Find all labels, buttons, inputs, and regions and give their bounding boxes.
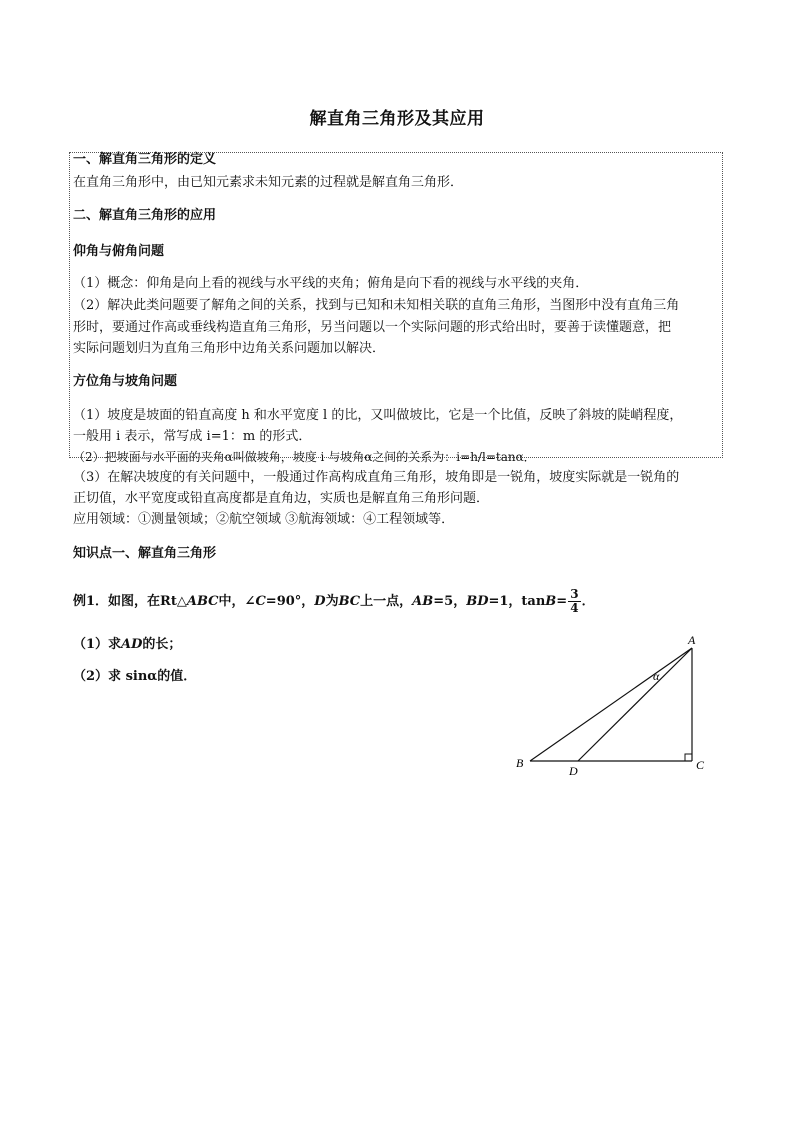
sub2-heading: 方位角与坡角问题 — [73, 374, 178, 389]
label-d: D — [569, 764, 578, 778]
sub1-p2-line1: （2）解决此类问题要了解角之间的关系，找到与已知和未知相关联的直角三角形，当图形中没有直角三角 — [73, 298, 680, 313]
right-angle-mark — [685, 754, 692, 761]
fraction-three-fourths: $\frac{3}{4}$ — [570, 587, 579, 615]
sub1-p1: （1）概念：仰角是向上看的视线与水平线的夹角；俯角是向下看的视线与水平线的夹角． — [73, 276, 589, 291]
example-statement: 例1．如图，在Rt△ABC中，∠C=90°，D为BC上一点，AB=5，BD=1，tanB= $\frac{3}{4}$ ． — [73, 587, 595, 615]
sub1-heading: 仰角与俯角问题 — [73, 244, 165, 259]
triangle-figure — [510, 630, 730, 790]
sub2-p3-line1: （3）在解决坡度的有关问题中，一般通过作高构成直角三角形，坡角即是一锐角，坡度实际就是一锐角的 — [73, 470, 680, 485]
sub2-p2: （2）把坡面与水平面的夹角α叫做坡角，坡度 i 与坡角α之间的关系为：i=h/l=tanα． — [73, 450, 536, 464]
sub1-p2-line2: 形时，要通过作高或垂线构造直角三角形，另当问题以一个实际问题的形式给出时，要善于读懂题意，把 — [73, 320, 672, 335]
knowledge-heading: 知识点一、解直角三角形 — [73, 546, 217, 561]
label-b: B — [516, 756, 524, 770]
question-2: （2）求 sinα的值． — [73, 669, 197, 684]
side-ab — [530, 648, 692, 761]
section1-text: 在直角三角形中，由已知元素求未知元素的过程就是解直角三角形． — [73, 175, 464, 190]
label-c: C — [696, 758, 705, 772]
segment-ad — [578, 648, 692, 761]
sub1-p2-line3: 实际问题划归为直角三角形中边角关系问题加以解决． — [73, 341, 386, 356]
sub2-p3-line2: 正切值，水平宽度或铅直高度都是直角边，实质也是解直角三角形问题． — [73, 491, 490, 506]
label-alpha: α — [653, 669, 660, 683]
sub2-p1-line2: 一般用 i 表示，常写成 i=1：m 的形式． — [73, 429, 312, 444]
section2-heading: 二、解直角三角形的应用 — [73, 208, 217, 223]
question-1: （1）求AD的长； — [73, 637, 182, 652]
application-fields: 应用领域：①测量领域；②航空领域 ③航海领域：④工程领域等． — [73, 512, 455, 527]
page-title: 解直角三角形及其应用 — [309, 109, 485, 129]
sub2-p1-line1: （1）坡度是坡面的铅直高度 h 和水平宽度 l 的比，又叫做坡比，它是一个比值，反映了斜坡的陡峭程度， — [73, 408, 683, 423]
label-a: A — [688, 633, 696, 647]
section1-heading: 一、解直角三角形的定义 — [73, 152, 217, 167]
